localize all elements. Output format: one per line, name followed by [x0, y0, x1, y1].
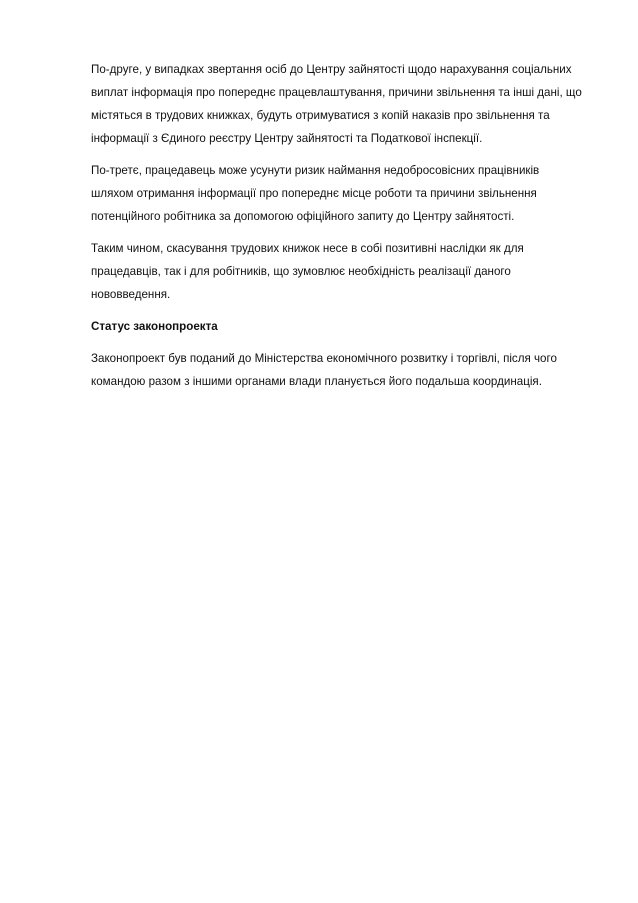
text-line: Законопроект був поданий до Міністерства економічного розвитку і торгівлі, після чого [91, 352, 557, 365]
text-line: виплат інформація про попереднє працевлаштування, причини звільнення та інші дані, що [91, 86, 582, 99]
text-line: По-третє, працедавець може усунути ризик наймання недобросовісних працівників [91, 164, 540, 177]
paragraph-conclusion [91, 237, 601, 306]
text-line: По-друге, у випадках звертання осіб до Центру зайнятості щодо нарахування соціальних [91, 63, 572, 76]
document-body [91, 58, 601, 402]
paragraph-thirdly [91, 159, 601, 228]
text-line: шляхом отримання інформації про попереднє місце роботи та причини звільнення [91, 187, 537, 200]
text-line: працедавців, так і для робітників, що зумовлює необхідність реалізації даного [91, 265, 511, 278]
text-line: потенційного робітника за допомогою офіційного запиту до Центру зайнятості. [91, 210, 515, 223]
section-heading: Статус законопроекта [91, 320, 218, 333]
text-line: Таким чином, скасування трудових книжок несе в собі позитивні наслідки як для [91, 242, 524, 255]
paragraph-secondly [91, 58, 601, 150]
paragraph-bill-status [91, 347, 601, 393]
text-line: інформації з Єдиного реєстру Центру зайнятості та Податкової інспекції. [91, 132, 483, 145]
text-line: командою разом з іншими органами влади планується його подальша координація. [91, 375, 542, 388]
text-line: нововведення. [91, 288, 171, 301]
text-line: містяться в трудових книжках, будуть отримуватися з копій наказів про звільнення та [91, 109, 550, 122]
